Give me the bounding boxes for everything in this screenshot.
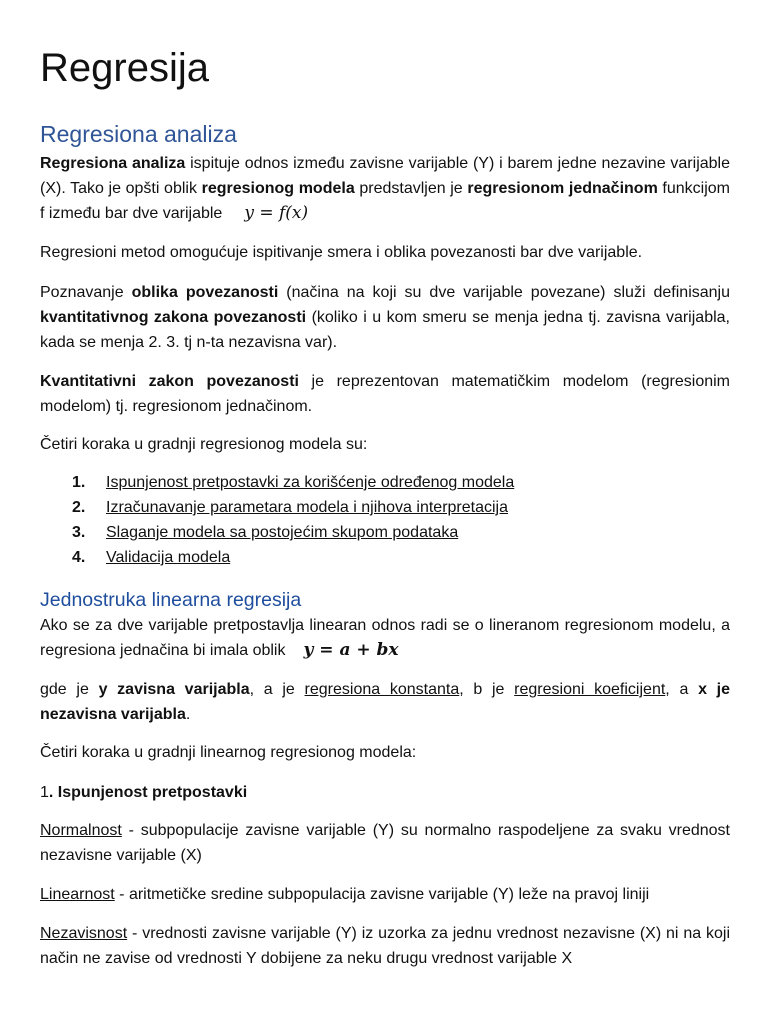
paragraph-regresioni-metod: Regresioni metod omogućuje ispitivanje smera i oblika povezanosti bar dve varijable. bbox=[40, 244, 643, 261]
paragraph-cetiri-koraka: Četiri koraka u gradnji regresionog modela su: bbox=[40, 436, 368, 453]
paragraph-linearan-odnos: Ako se za dve varijable pretpostavlja linearan odnos radi se o lineranom regresionom modelu, a regresiona jednačina bi imala oblik y = a + bx bbox=[40, 617, 730, 660]
paragraph-gde-je: gde je y zavisna varijabla, a je regresiona konstanta, b je regresioni koeficijent, a x je nezavisna varijabla. bbox=[40, 681, 731, 723]
paragraph-nezavisnost: Nezavisnost - vrednosti zavisne varijable (Y) iz uzorka za jednu vrednost nezavisne (X) ni na koji način ne zavise od vrednosti Y dobijene za neku drugu vrednost varijable X bbox=[40, 925, 730, 967]
list-item: 4. Validacija modela bbox=[72, 549, 231, 566]
list-item: 2. Izračunavanje parametara modela i njihova interpretacija bbox=[72, 499, 508, 516]
bold-term: Kvantitativni zakon povezanosti bbox=[40, 373, 299, 390]
underlined-term: Linearnost bbox=[40, 886, 115, 903]
bold-term: regresionom jednačinom bbox=[467, 180, 658, 197]
bold-term: oblika povezanosti bbox=[131, 284, 279, 301]
step-label: Validacija modela bbox=[106, 549, 231, 566]
formula-y-a-bx: y = a + bx bbox=[303, 640, 399, 660]
underlined-term: regresiona konstanta bbox=[304, 681, 460, 698]
subheading-ispunjenost: 1. Ispunjenost pretpostavki bbox=[40, 784, 248, 801]
paragraph-poznavanje: Poznavanje oblika povezanosti (načina na koji su dve varijable povezane) služi definisanju kvantitativnog zakona povezanosti (koliko i u kom smeru se menja jedna tj. zavisna varijabla, kada se menja 2. 3. tj n-ta nezavisna var). bbox=[40, 284, 731, 351]
underlined-term: Normalnost bbox=[40, 822, 122, 839]
paragraph-regresiona-analiza: Regresiona analiza ispituje odnos između zavisne varijable (Y) i barem jedne nezavine varijable (X). Tako je opšti oblik regresionog modela predstavljen je regresionom jednačinom funkcijom f između bar dve varijable y = f(x) bbox=[40, 155, 731, 223]
list-item: 3. Slaganje modela sa postojećim skupom podataka bbox=[72, 524, 459, 541]
bold-term: Regresiona analiza bbox=[40, 155, 186, 172]
section-heading-jednostruka: Jednostruka linearna regresija bbox=[40, 589, 302, 611]
bold-term: y zavisna varijabla bbox=[98, 681, 250, 698]
paragraph-linearnost: Linearnost - aritmetičke sredine subpopulacija zavisne varijable (Y) leže na pravoj liniji bbox=[40, 886, 650, 903]
step-label: Ispunjenost pretpostavki za korišćenje određenog modela bbox=[106, 474, 515, 491]
section-heading-regresiona-analiza: Regresiona analiza bbox=[40, 121, 237, 147]
underlined-term: Nezavisnost bbox=[40, 925, 128, 942]
underlined-term: regresioni koeficijent bbox=[514, 681, 666, 698]
bold-term: kvantitativnog zakona povezanosti bbox=[40, 309, 307, 326]
bold-term: x je nezavisna varijabla bbox=[40, 681, 731, 723]
bold-term: regresionog modela bbox=[201, 180, 355, 197]
step-label: Slaganje modela sa postojećim skupom podataka bbox=[106, 524, 459, 541]
paragraph-cetiri-koraka-linearnog: Četiri koraka u gradnji linearnog regresionog modela: bbox=[40, 744, 417, 761]
paragraph-kvantitativni-zakon: Kvantitativni zakon povezanosti je reprezentovan matematičkim modelom (regresionim modelom) tj. regresionom jednačinom. bbox=[40, 373, 730, 415]
paragraph-normalnost: Normalnost - subpopulacije zavisne varijable (Y) su normalno raspodeljene za svaku vrednost nezavisne varijable (X) bbox=[40, 822, 730, 864]
page-title: Regresija bbox=[40, 46, 209, 90]
step-label: Izračunavanje parametara modela i njihova interpretacija bbox=[106, 499, 508, 516]
formula-y-f-x: y = f(x) bbox=[244, 203, 309, 223]
list-item: 1. Ispunjenost pretpostavki za korišćenje određenog modela bbox=[72, 474, 515, 491]
steps-list bbox=[70, 470, 514, 570]
